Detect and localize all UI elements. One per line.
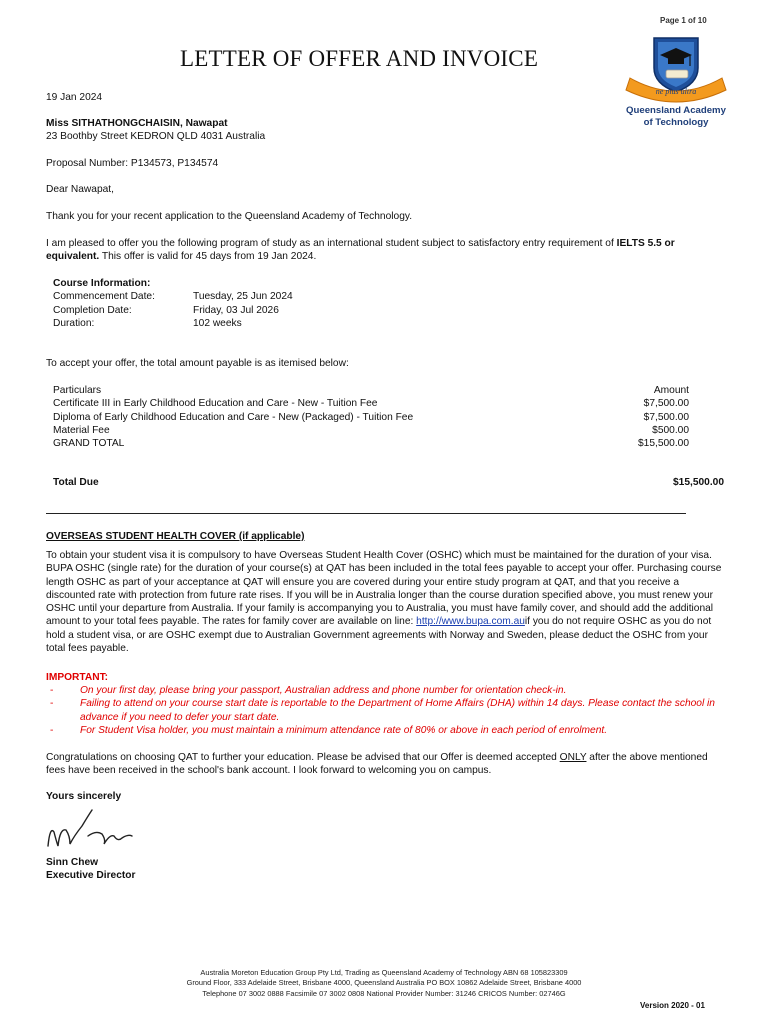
letter-date: 19 Jan 2024 [46,92,103,103]
fee-row [53,397,689,410]
fee-amount: $15,500.00 [638,438,689,450]
oshc-text-cont: if you do not require OSHC as you do not hold a student visa, or are OSHC exempt due to Australian Government agreements with Norway and Sweden, please deduct the OSHC from your total fees payable. [46,616,712,654]
course-info-label: Commencement Date: [53,291,155,303]
important-item [46,724,726,737]
important-item-text: On your first day, please bring your passport, Australian address and phone number for orientation check-in. [80,685,567,696]
fee-amount: $7,500.00 [643,398,689,410]
graduation-cap-shield-icon [616,34,736,106]
version-label: Version 2020 - 01 [640,1001,705,1010]
footer-line: Telephone 07 3002 0888 Facsimile 07 3002 0808 National Provider Number: 31246 CRICOS Number: 02746G [202,988,566,998]
signer-title: Executive Director [46,870,136,881]
congrats-text-cont: after the above mentioned fees have been received in the school's bank account. I look forward to welcoming you on campus. [46,752,708,777]
course-information [53,277,293,330]
course-info-value: Tuesday, 25 Jun 2024 [193,291,293,303]
important-list [46,684,726,737]
footer [0,968,768,999]
accept-text: To accept your offer, the total amount payable is as itemised below: [46,358,349,369]
important-item-text: For Student Visa holder, you must maintain a minimum attendance rate of 80% or above in each period of enrolment. [80,724,608,736]
fees-header-amount: Amount [653,385,689,396]
oshc-heading: OVERSEAS STUDENT HEALTH COVER (if applicable) [46,531,305,542]
fees-header-particulars: Particulars [53,385,102,396]
total-due-amount: $15,500.00 [673,477,724,488]
recipient-address: 23 Boothby Street KEDRON QLD 4031 Australia [46,131,266,142]
logo-name-line2: of Technology [643,116,709,128]
course-info-value: Friday, 03 Jul 2026 [193,304,279,316]
ielts-requirement: IELTS 5.5 or equivalent. [46,238,675,263]
important-heading: IMPORTANT: [46,672,109,683]
course-info-label: Completion Date: [53,304,132,316]
course-info-heading: Course Information: [53,278,151,289]
signature-image [44,806,136,854]
fee-amount: $7,500.00 [643,411,689,423]
footer-line: Australia Moreton Education Group Pty Ltd, Trading as Queensland Academy of Technology ABN 68 105823309 [200,968,568,977]
total-due-label: Total Due [53,477,99,488]
congrats-paragraph [46,751,722,778]
course-info-row [53,290,293,303]
course-info-row [53,304,293,317]
fee-row [53,411,689,424]
divider [46,513,686,514]
course-info-value: 102 weeks [193,317,242,329]
fee-item: Material Fee [53,424,110,436]
oshc-text: To obtain your student visa it is compulsory to have Overseas Student Health Cover (OSHC) which must be maintained for the duration of your visa. BUPA OSHC (single rate) for the duration of your course(s) at QAT has been included in the total fees payable to accept your offer. Purchasing course length OSHC as part of your acceptance at QAT will ensure you are covered during your entire study program at QAT, and that you receive a discounted rate with protection from future rate rises. If you will be in Australia longer than the course duration specified above, you must renew your OSHC until your departure from Australia. If your family is accompanying you to Australia, you must have family cover, and should add the additional amount to your total fees payable. The rates for family cover are available on line: [46,550,722,628]
offer-text: I am pleased to offer you the following program of study as an international student subject to satisfactory entry requirement of [46,238,617,249]
closing: Yours sincerely [46,791,122,802]
list-dash: - [50,724,54,736]
logo-name-line1: Queensland Academy [626,105,726,116]
signer-name: Sinn Chew [46,857,99,868]
list-dash: - [50,685,54,696]
congrats-text: Congratulations on choosing QAT to further your education. Please be advised that our Offer is deemed accepted [46,752,560,763]
document-title: LETTER OF OFFER AND INVOICE [180,46,539,71]
fee-row-grand-total [53,437,689,450]
logo-name [616,105,736,128]
fee-row [53,424,689,437]
page-number: Page 1 of 10 [660,16,707,25]
footer-line: Ground Floor, 333 Adelaide Street, Brisbane 4000, Queensland Australia PO BOX 10862 Adelaide Street, Brisbane 4000 [186,978,582,988]
oshc-paragraph [46,549,722,655]
fee-amount: $500.00 [652,424,689,436]
logo-motto: ne plus ultra [655,87,697,96]
course-info-label: Duration: [53,317,95,329]
offer-validity: This offer is valid for 45 days from 19 Jan 2024. [99,251,317,263]
bupa-link[interactable]: http://www.bupa.com.au [416,616,525,628]
fees-header [53,384,689,397]
offer-paragraph [46,237,722,264]
course-info-row [53,317,293,330]
fees-table [53,384,689,450]
important-item [46,684,726,697]
salutation: Dear Nawapat, [46,184,114,195]
fee-item: Diploma of Early Childhood Education and Care - New (Packaged) - Tuition Fee [53,411,414,423]
proposal-number: Proposal Number: P134573, P134574 [46,158,219,169]
list-dash: - [50,698,54,710]
important-item-text: Failing to attend on your course start date is reportable to the Department of Home Affairs (DHA) within 14 days. Please contact the school in advance if you need to defer your start date. [80,698,715,723]
fee-item: Certificate III in Early Childhood Education and Care - New - Tuition Fee [53,398,378,410]
important-item [46,697,726,724]
congrats-only: ONLY [559,752,587,763]
recipient-name: Miss SITHATHONGCHAISIN, Nawapat [46,118,228,129]
fee-item: GRAND TOTAL [53,438,125,450]
intro-paragraph: Thank you for your recent application to the Queensland Academy of Technology. [46,211,413,222]
